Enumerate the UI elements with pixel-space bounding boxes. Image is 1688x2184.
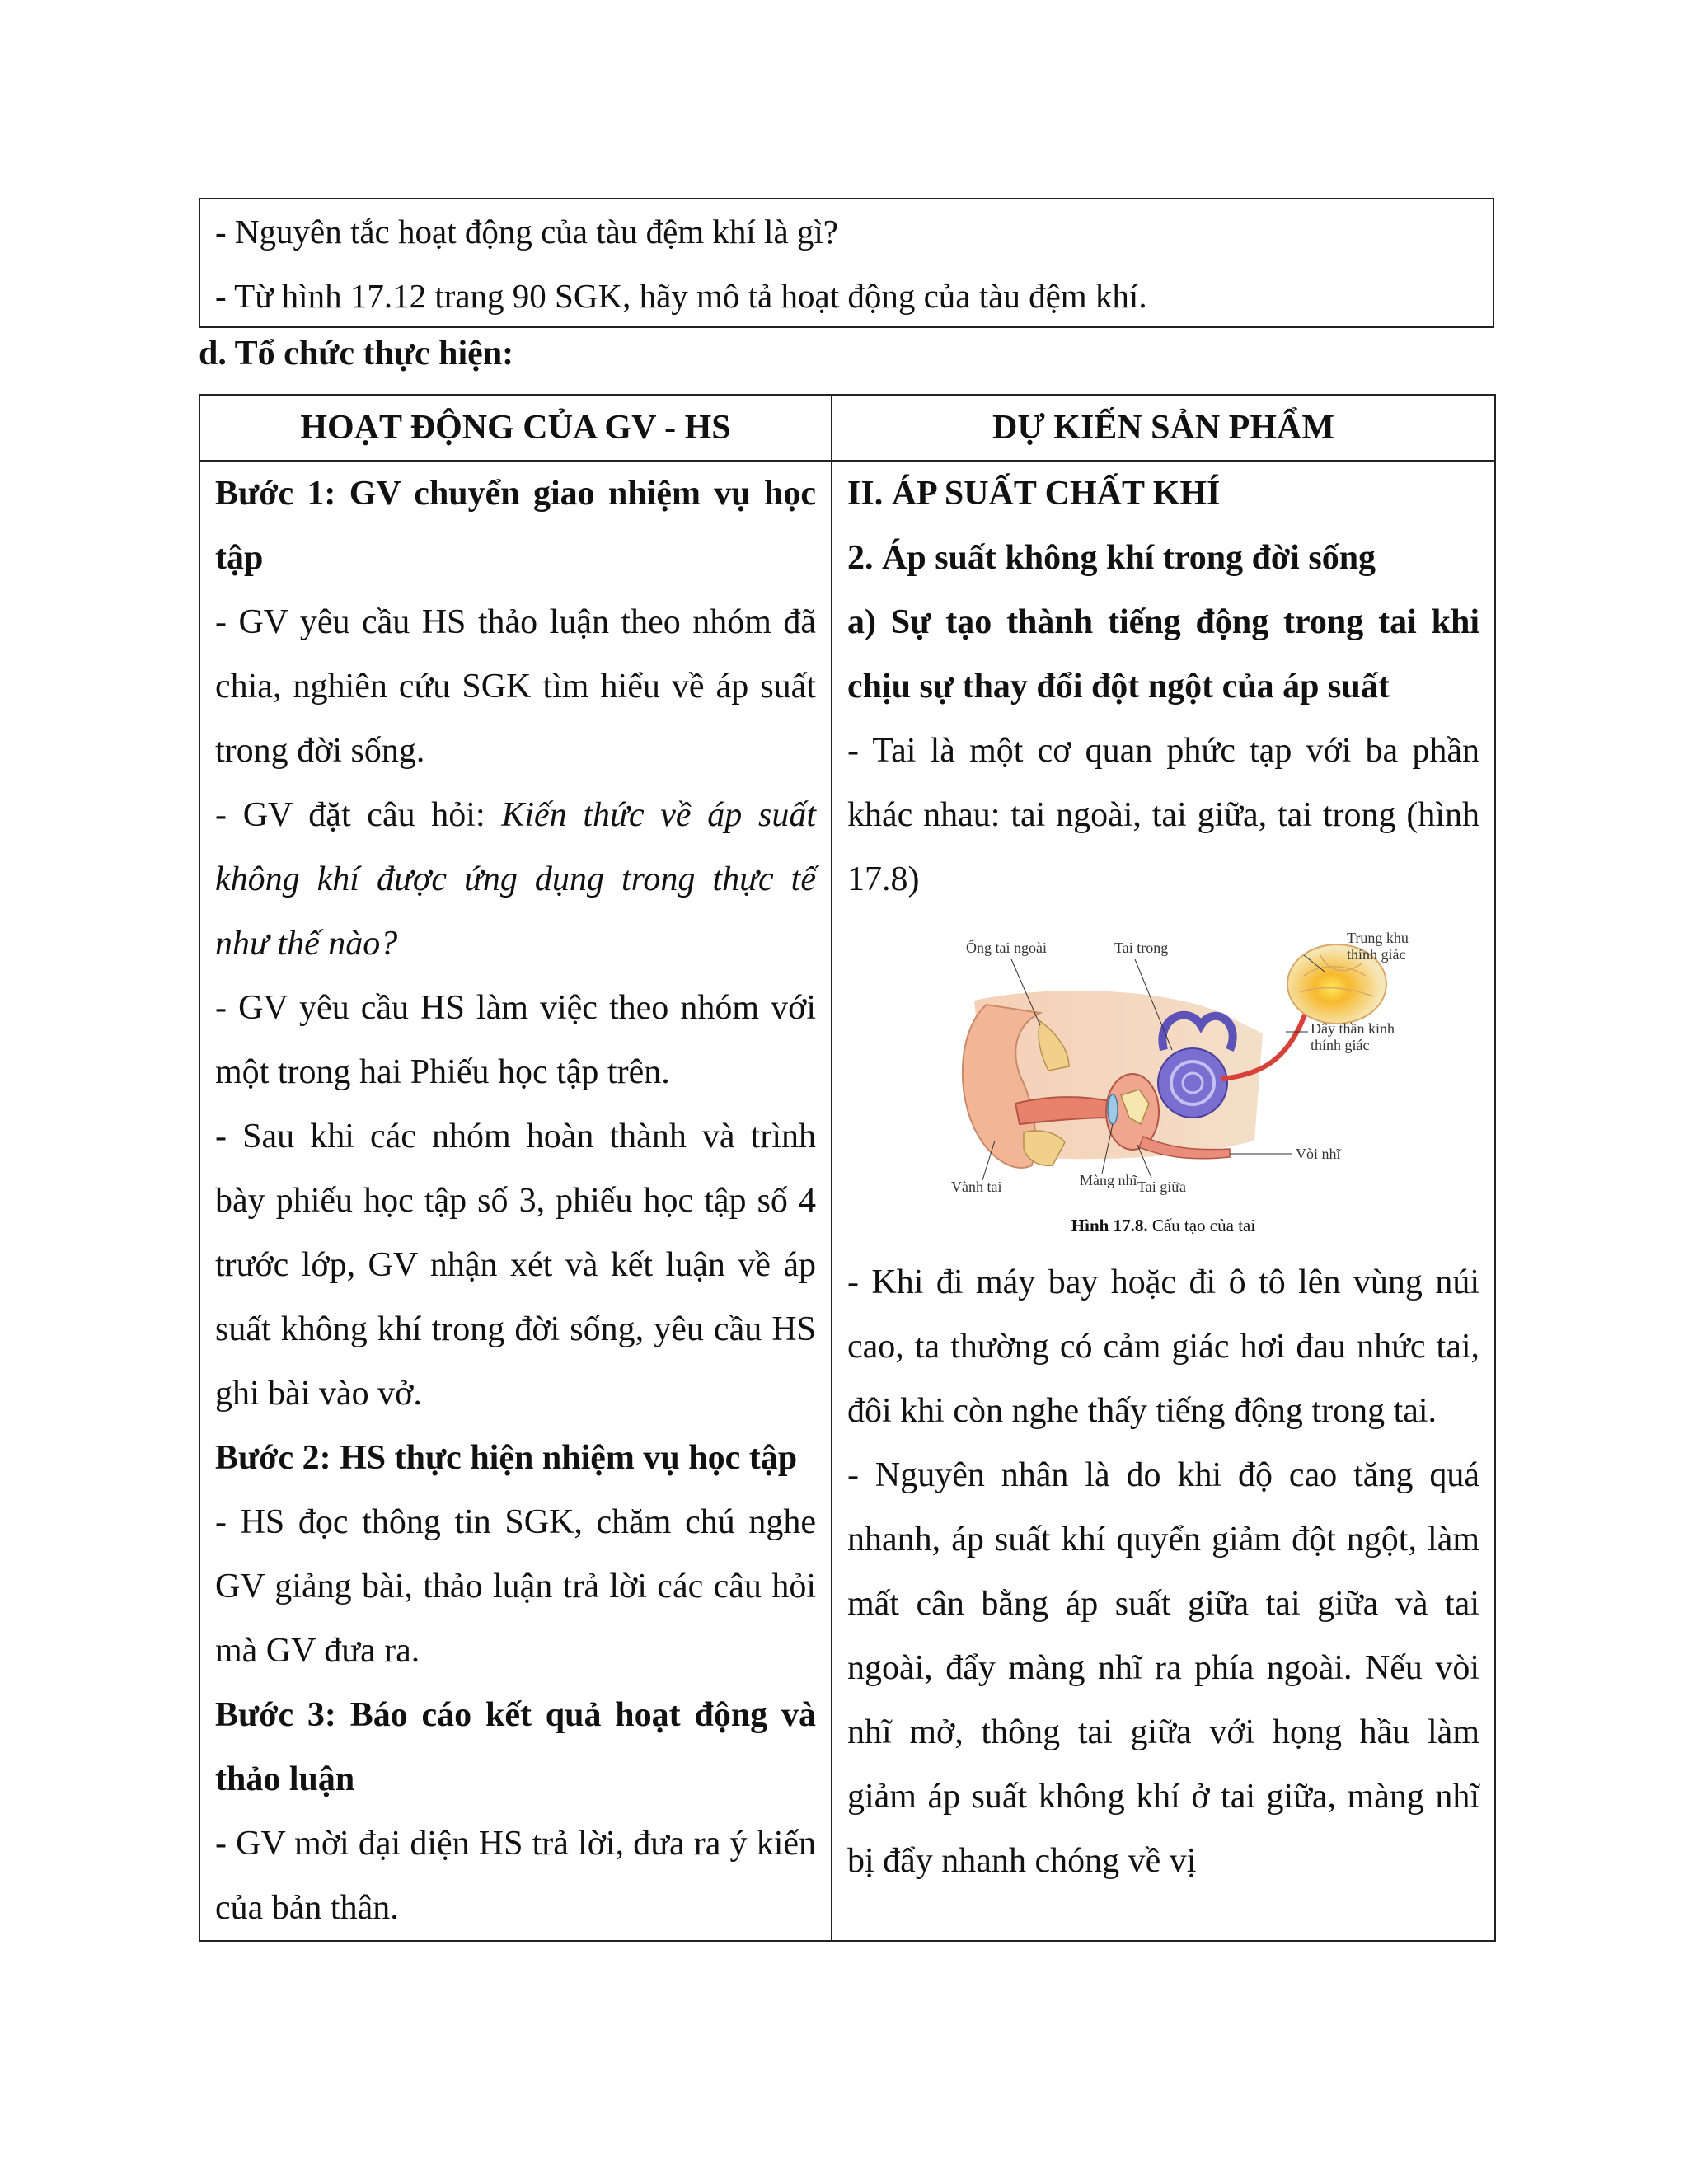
ear-figure (847, 912, 1479, 1250)
question-box (199, 198, 1494, 328)
section-title: II. ÁP SUẤT CHẤT KHÍ (847, 475, 1221, 513)
label-middle-ear: Tai giữa (1137, 1179, 1186, 1195)
label-auditory-center-2: thính giác (1346, 946, 1405, 963)
step3-title: Bước 3: Báo cáo kết quả hoạt động và thảo luận (215, 1696, 816, 1798)
activities-cell (199, 461, 832, 1941)
label-pinna: Vành tai (950, 1179, 1001, 1195)
step1-question-text: Kiến thức về áp suất không khí được ứng dụng trong thực tế như thế nào? (215, 796, 816, 963)
figure-caption (847, 1214, 1479, 1237)
header-activities: HOẠT ĐỘNG CỦA GV - HS (199, 395, 832, 461)
label-inner-ear: Tai trong (1114, 940, 1168, 956)
products-paragraph-2: - Khi đi máy bay hoặc đi ô tô lên vùng núi cao, ta thường có cảm giác hơi đau nhức tai, đôi khi còn nghe thấy tiếng động trong tai. (847, 1263, 1479, 1430)
step1-paragraph-1: - GV yêu cầu HS thảo luận theo nhóm đã chia, nghiên cứu SGK tìm hiểu về áp suất trong đời sống. (215, 603, 816, 770)
item-title: a) Sự tạo thành tiếng động trong tai khi chịu sự thay đổi đột ngột của áp suất (847, 603, 1479, 705)
subsection-title: 2. Áp suất không khí trong đời sống (847, 539, 1376, 577)
label-eardrum: Màng nhĩ (1079, 1172, 1137, 1188)
label-auditory-center-1: Trung khu (1346, 930, 1409, 946)
caption-number: Hình 17.8. (1071, 1216, 1148, 1235)
step1-question-lead: - GV đặt câu hỏi: (215, 796, 502, 834)
label-nerve-1: Dây thần kinh (1310, 1020, 1395, 1037)
question-2: - Từ hình 17.12 trang 90 SGK, hãy mô tả hoạt động của tàu đệm khí. (215, 277, 1147, 315)
products-cell (832, 461, 1495, 1941)
label-eustachian: Vòi nhĩ (1295, 1146, 1341, 1162)
activity-table (199, 394, 1496, 1942)
cochlea-shape (1158, 1048, 1227, 1118)
step2-title: Bước 2: HS thực hiện nhiệm vụ học tập (215, 1439, 798, 1477)
label-nerve-2: thính giác (1310, 1037, 1369, 1053)
ear-anatomy-illustration (917, 926, 1411, 1211)
products-paragraph-1: - Tai là một cơ quan phức tạp với ba phần khác nhau: tai ngoài, tai giữa, tai trong (hình 17.8) (847, 732, 1479, 898)
step1-paragraph-3: - GV yêu cầu HS làm việc theo nhóm với một trong hai Phiếu học tập trên. (215, 989, 816, 1091)
step1-paragraph-4: - Sau khi các nhóm hoàn thành và trình bày phiếu học tập số 3, phiếu học tập số 4 trước lớp, GV nhận xét và kết luận về áp suất không khí trong đời sống, yêu cầu HS ghi bài vào vở. (215, 1118, 816, 1413)
step1-title: Bước 1: GV chuyển giao nhiệm vụ học tập (215, 475, 816, 577)
label-ear-canal: Ống tai ngoài (965, 940, 1047, 956)
section-heading: d. Tổ chức thực hiện: (199, 335, 514, 373)
caption-text: Cấu tạo của tai (1147, 1216, 1256, 1235)
table-row (199, 461, 1495, 1941)
step3-paragraph-1: - GV mời đại diện HS trả lời, đưa ra ý kiến của bản thân. (215, 1825, 816, 1927)
header-expected-products: DỰ KIẾN SẢN PHẨM (832, 395, 1495, 461)
products-paragraph-3: - Nguyên nhân là do khi độ cao tăng quá nhanh, áp suất khí quyển giảm đột ngột, làm mất cân bằng áp suất giữa tai giữa và tai ngoài, đẩy màng nhĩ ra phía ngoài. Nếu vòi nhĩ mở, thông tai giữa với họng hầu làm giảm áp suất không khí ở tai giữa, màng nhĩ bị đẩy nhanh chóng về vị (847, 1456, 1479, 1880)
step1-paragraph-2 (215, 783, 816, 976)
step2-paragraph-1: - HS đọc thông tin SGK, chăm chú nghe GV giảng bài, thảo luận trả lời các câu hỏi mà GV đưa ra. (215, 1503, 816, 1670)
question-1: - Nguyên tắc hoạt động của tàu đệm khí là gì? (215, 213, 838, 251)
table-header-row (199, 395, 1495, 461)
eardrum-shape (1108, 1094, 1118, 1124)
